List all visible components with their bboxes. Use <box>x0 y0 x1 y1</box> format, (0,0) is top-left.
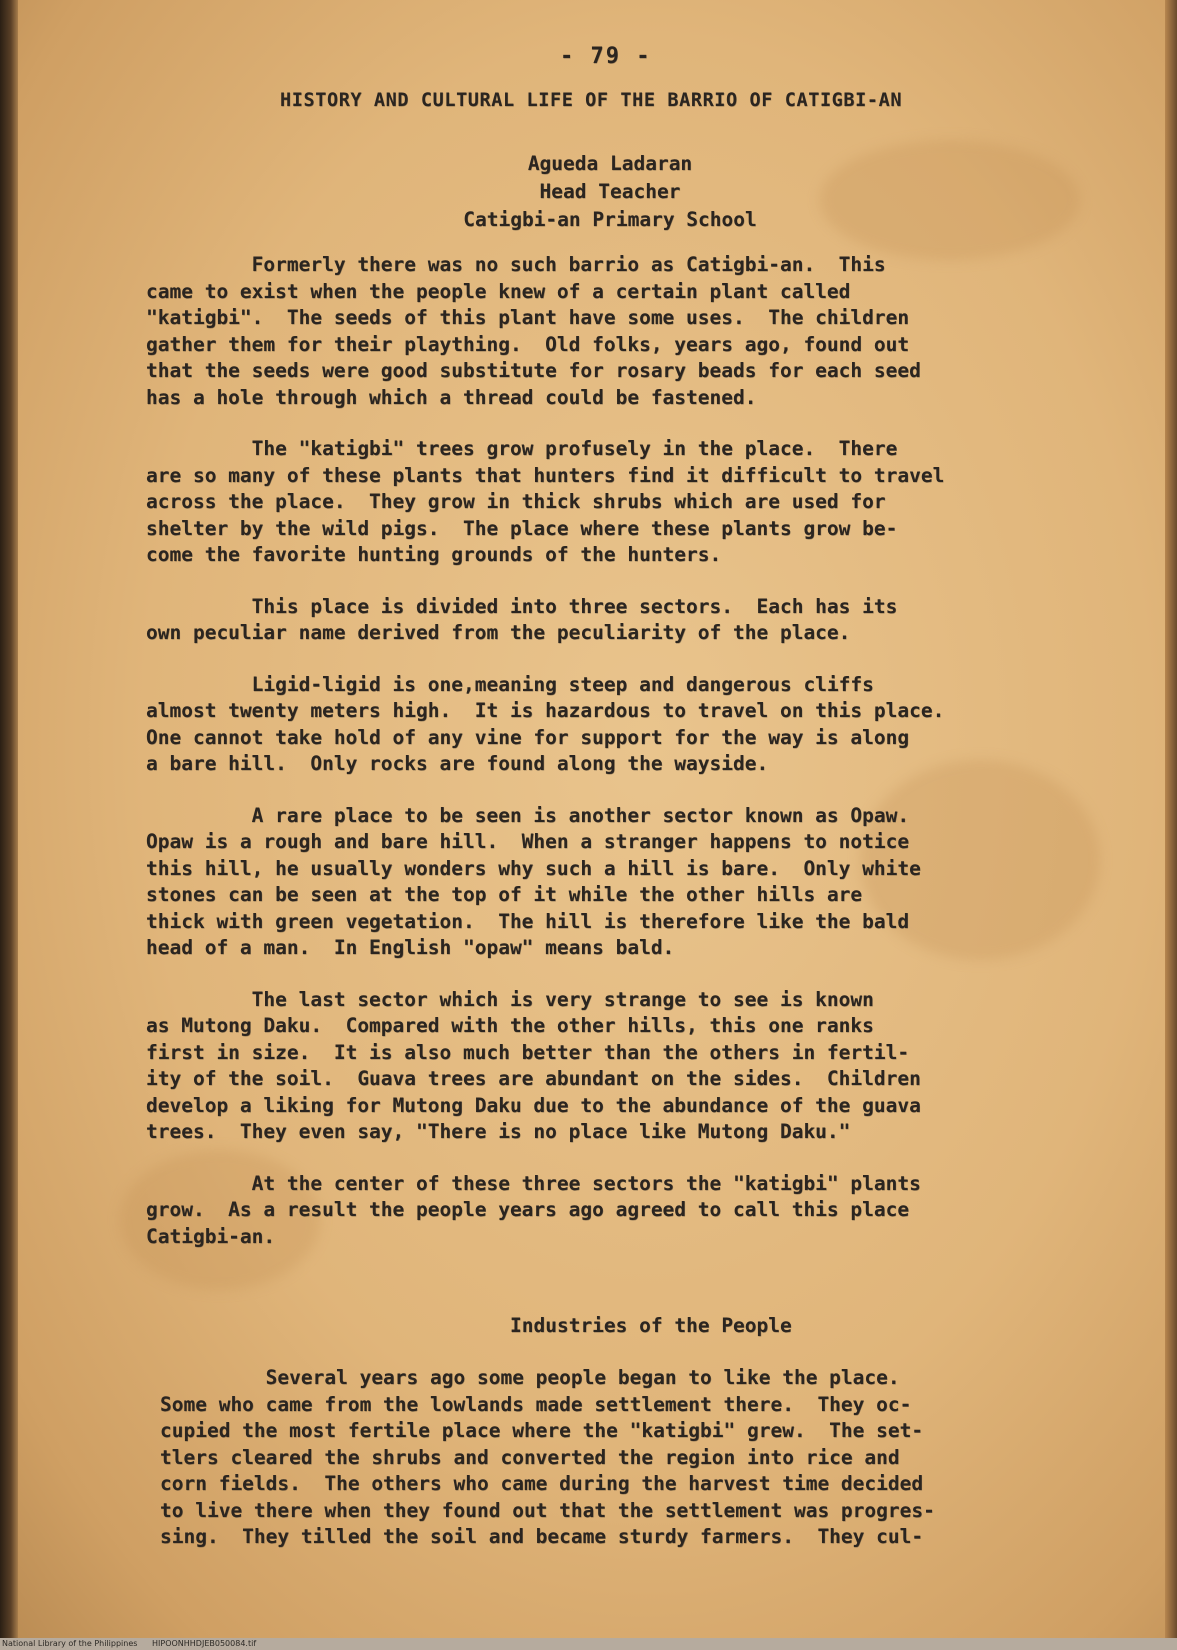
footer-filename: HIPOONHHDJEB050084.tif <box>152 1639 257 1648</box>
text-line: Opaw is a rough and bare hill. When a stranger happens to notice <box>146 830 910 853</box>
text-line: own peculiar name derived from the peculiarity of the place. <box>146 621 851 644</box>
text-line: Several years ago some people began to like the place. <box>160 1366 900 1389</box>
text-line: One cannot take hold of any vine for support for the way is along <box>146 725 910 749</box>
text-line: gather them for their plaything. Old folks, years ago, found out <box>146 332 910 356</box>
text-line: almost twenty meters high. It is hazardous to travel on this place. <box>146 699 945 722</box>
text-line: trees. They even say, "There is no place like Mutong Daku." <box>146 1120 851 1143</box>
text-line: are so many of these plants that hunters find it difficult to travel <box>146 463 945 487</box>
author-school: Catigbi-an Primary School <box>463 208 757 231</box>
paragraph-naming <box>146 1171 1076 1251</box>
text-line: came to exist when the people knew of a certain plant called <box>146 279 851 303</box>
text-line: Catigbi-an. <box>146 1224 276 1248</box>
text-line: cupied the most fertile place where the "katigbi" grew. The set- <box>160 1419 924 1442</box>
document-title: HISTORY AND CULTURAL LIFE OF THE BARRIO OF CATIGBI-AN <box>280 90 903 111</box>
paragraph-industries <box>160 1365 1090 1551</box>
text-line: thick with green vegetation. The hill is therefore like the bald <box>146 909 910 933</box>
paragraph-mutong-daku <box>146 987 1076 1146</box>
text-line: "katigbi". The seeds of this plant have some uses. The children <box>146 306 910 329</box>
author-block <box>380 150 840 234</box>
text-line: stones can be seen at the top of it while the other hills are <box>146 883 863 906</box>
text-line: head of a man. In English "opaw" means bald. <box>146 936 675 959</box>
text-line: shelter by the wild pigs. The place where these plants grow be- <box>146 516 898 540</box>
paragraph-origin <box>146 252 1076 411</box>
text-line: to live there when they found out that the settlement was progres- <box>160 1498 935 1522</box>
text-line: has a hole through which a thread could be fastened. <box>146 385 757 409</box>
text-line: come the favorite hunting grounds of the hunters. <box>146 543 722 566</box>
text-line: as Mutong Daku. Compared with the other hills, this one ranks <box>146 1014 874 1037</box>
text-line: The last sector which is very strange to see is known <box>146 987 874 1011</box>
section-heading: Industries of the People <box>510 1314 792 1337</box>
body-text <box>146 252 1076 1275</box>
text-line: The "katigbi" trees grow profusely in the place. There <box>146 437 898 460</box>
author-name: Agueda Ladaran <box>527 152 693 175</box>
text-line: Formerly there was no such barrio as Catigbi-an. This <box>146 253 886 276</box>
text-line: this hill, he usually wonders why such a hill is bare. Only white <box>146 856 921 880</box>
text-line: ity of the soil. Guava trees are abundant on the sides. Children <box>146 1067 921 1090</box>
text-line: A rare place to be seen is another sector known as Opaw. <box>146 803 910 827</box>
text-line: grow. As a result the people years ago agreed to call this place <box>146 1198 910 1221</box>
page-number: - 79 - <box>560 44 652 69</box>
text-line: At the center of these three sectors the "katigbi" plants <box>146 1171 921 1195</box>
footer-library: National Library of the Philippines <box>2 1639 138 1648</box>
text-line: develop a liking for Mutong Daku due to the abundance of the guava <box>146 1093 921 1117</box>
text-line: a bare hill. Only rocks are found along the wayside. <box>146 752 769 775</box>
text-line: corn fields. The others who came during the harvest time decided <box>160 1472 924 1495</box>
text-line: Some who came from the lowlands made settlement there. They oc- <box>160 1392 912 1416</box>
paragraph-sectors <box>146 594 1076 647</box>
paragraph-opaw <box>146 803 1076 962</box>
author-position: Head Teacher <box>539 180 681 203</box>
text-line: first in size. It is also much better than the others in fertil- <box>146 1040 910 1064</box>
text-line: Ligid-ligid is one,meaning steep and dangerous cliffs <box>146 672 874 696</box>
text-line: that the seeds were good substitute for rosary beads for each seed <box>146 359 921 382</box>
paragraph-katigbi-trees <box>146 436 1076 569</box>
text-line: sing. They tilled the soil and became sturdy farmers. They cul- <box>160 1525 924 1548</box>
text-line: This place is divided into three sectors. Each has its <box>146 594 898 618</box>
scan-footer <box>0 1638 1177 1650</box>
text-line: across the place. They grow in thick shrubs which are used for <box>146 490 886 513</box>
paragraph-ligid-ligid <box>146 672 1076 778</box>
text-line: tlers cleared the shrubs and converted the region into rice and <box>160 1445 900 1469</box>
